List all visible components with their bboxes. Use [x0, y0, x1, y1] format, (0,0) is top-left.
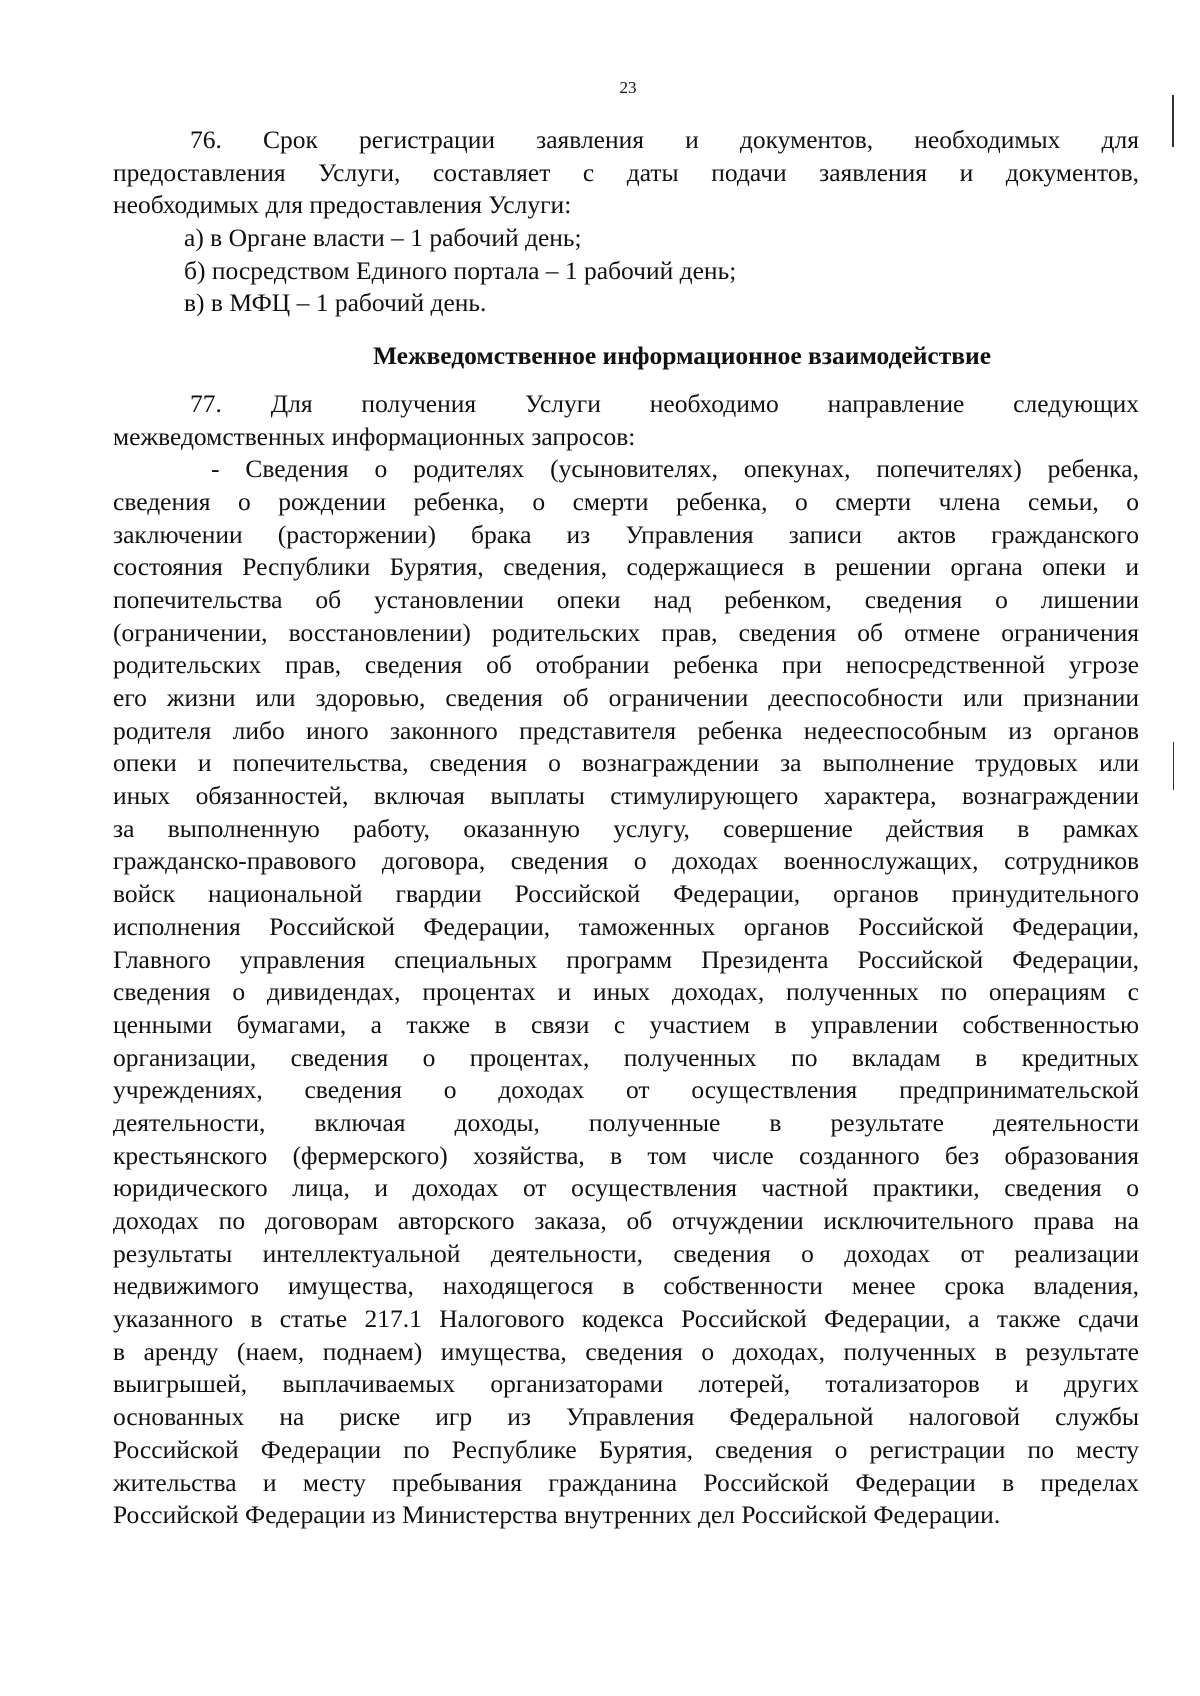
paragraph-line: недвижимого имущества, находящегося в собственности менее срока владения,: [113, 1271, 1139, 1301]
paragraph-line: необходимых для предоставления Услуги:: [113, 190, 572, 220]
paragraph-line: указанного в статье 217.1 Налогового кодекса Российской Федерации, а также сдачи: [113, 1304, 1139, 1334]
paragraph-77: [113, 388, 1139, 453]
scan-margin-line: [1172, 95, 1174, 147]
paragraph-line: - Сведения о родителях (усыновителях, опекунах, попечителях) ребенка,: [211, 454, 1139, 484]
page-number: 23: [619, 78, 637, 97]
paragraph-line: войск национальной гвардии Российской Федерации, органов принудительного: [113, 879, 1139, 909]
paragraph-76: [113, 124, 1139, 320]
section-heading: Межведомственное информационное взаимодействие: [372, 341, 992, 371]
paragraph-line: в аренду (наем, поднаем) имущества, сведения о доходах, полученных в результате: [113, 1336, 1139, 1366]
paragraph-line: доходах по договорам авторского заказа, об отчуждении исключительного права на: [113, 1206, 1139, 1235]
list-item: а) в Органе власти – 1 рабочий день;: [184, 223, 582, 253]
paragraph-line: жительства и месту пребывания гражданина Российской Федерации в пределах: [113, 1467, 1139, 1497]
paragraph-line: Российской Федерации из Министерства внутренних дел Российской Федерации.: [113, 1500, 1001, 1530]
paragraph-line: состояния Республики Бурятия, сведения, содержащиеся в решении органа опеки и: [113, 552, 1139, 582]
paragraph-line: родителя либо иного законного представителя ребенка недееспособным из органов: [113, 715, 1139, 745]
list-item-paragraph: [113, 453, 1139, 1532]
paragraph-line: деятельности, включая доходы, полученные в результате деятельности: [113, 1107, 1139, 1137]
paragraph-line: предоставления Услуги, составляет с даты подачи заявления и документов,: [113, 157, 1139, 187]
paragraph-line: опеки и попечительства, сведения о вознаграждении за выполнение трудовых или: [113, 748, 1139, 778]
paragraph-line: (ограничении, восстановлении) родительских прав, сведения об отмене ограничения: [113, 617, 1139, 647]
paragraph-line: гражданско-правового договора, сведения о доходах военнослужащих, сотрудников: [113, 846, 1139, 876]
paragraph-line: организации, сведения о процентах, полученных по вкладам в кредитных: [113, 1042, 1139, 1072]
paragraph-line: Российской Федерации по Республике Бурятия, сведения о регистрации по месту: [113, 1434, 1139, 1464]
document-body: [113, 124, 1139, 1532]
paragraph-line: результаты интеллектуальной деятельности, сведения о доходах от реализации: [113, 1238, 1139, 1268]
paragraph-line: исполнения Российской Федерации, таможенных органов Российской Федерации,: [113, 911, 1139, 941]
paragraph-line: попечительства об установлении опеки над ребенком, сведения о лишении: [113, 584, 1139, 614]
paragraph-line: учреждениях, сведения о доходах от осуществления предпринимательской: [113, 1075, 1139, 1105]
paragraph-line: крестьянского (фермерского) хозяйства, в том числе созданного без образования: [113, 1140, 1139, 1170]
paragraph-line: 76. Срок регистрации заявления и документов, необходимых для: [190, 125, 1139, 154]
scan-margin-line: [1173, 742, 1174, 790]
paragraph-line: основанных на риске игр из Управления Федеральной налоговой службы: [113, 1402, 1139, 1432]
paragraph-line: его жизни или здоровью, сведения об ограничении дееспособности или признании: [113, 683, 1139, 712]
paragraph-line: сведения о рождении ребенка, о смерти ребенка, о смерти члена семьи, о: [113, 486, 1139, 516]
paragraph-line: родительских прав, сведения об отобрании ребенка при непосредственной угрозе: [113, 650, 1139, 680]
paragraph-line: заключении (расторжении) брака из Управления записи актов гражданского: [113, 519, 1139, 549]
paragraph-line: юридического лица, и доходах от осуществления частной практики, сведения о: [113, 1173, 1139, 1203]
paragraph-line: сведения о дивидендах, процентах и иных доходах, полученных по операциям с: [113, 977, 1139, 1007]
paragraph-line: 77. Для получения Услуги необходимо направление следующих: [190, 388, 1139, 418]
paragraph-line: иных обязанностей, включая выплаты стимулирующего характера, вознаграждении: [113, 781, 1139, 811]
paragraph-line: выигрышей, выплачиваемых организаторами лотерей, тотализаторов и других: [113, 1369, 1139, 1399]
paragraph-line: межведомственных информационных запросов:: [113, 421, 636, 451]
paragraph-line: Главного управления специальных программ Президента Российской Федерации,: [113, 944, 1139, 974]
list-item: б) посредством Единого портала – 1 рабочий день;: [184, 255, 737, 285]
paragraph-line: ценными бумагами, а также в связи с участием в управлении собственностью: [113, 1009, 1139, 1039]
list-item: в) в МФЦ – 1 рабочий день.: [184, 288, 487, 318]
paragraph-line: за выполненную работу, оказанную услугу, совершение действия в рамках: [113, 813, 1139, 843]
